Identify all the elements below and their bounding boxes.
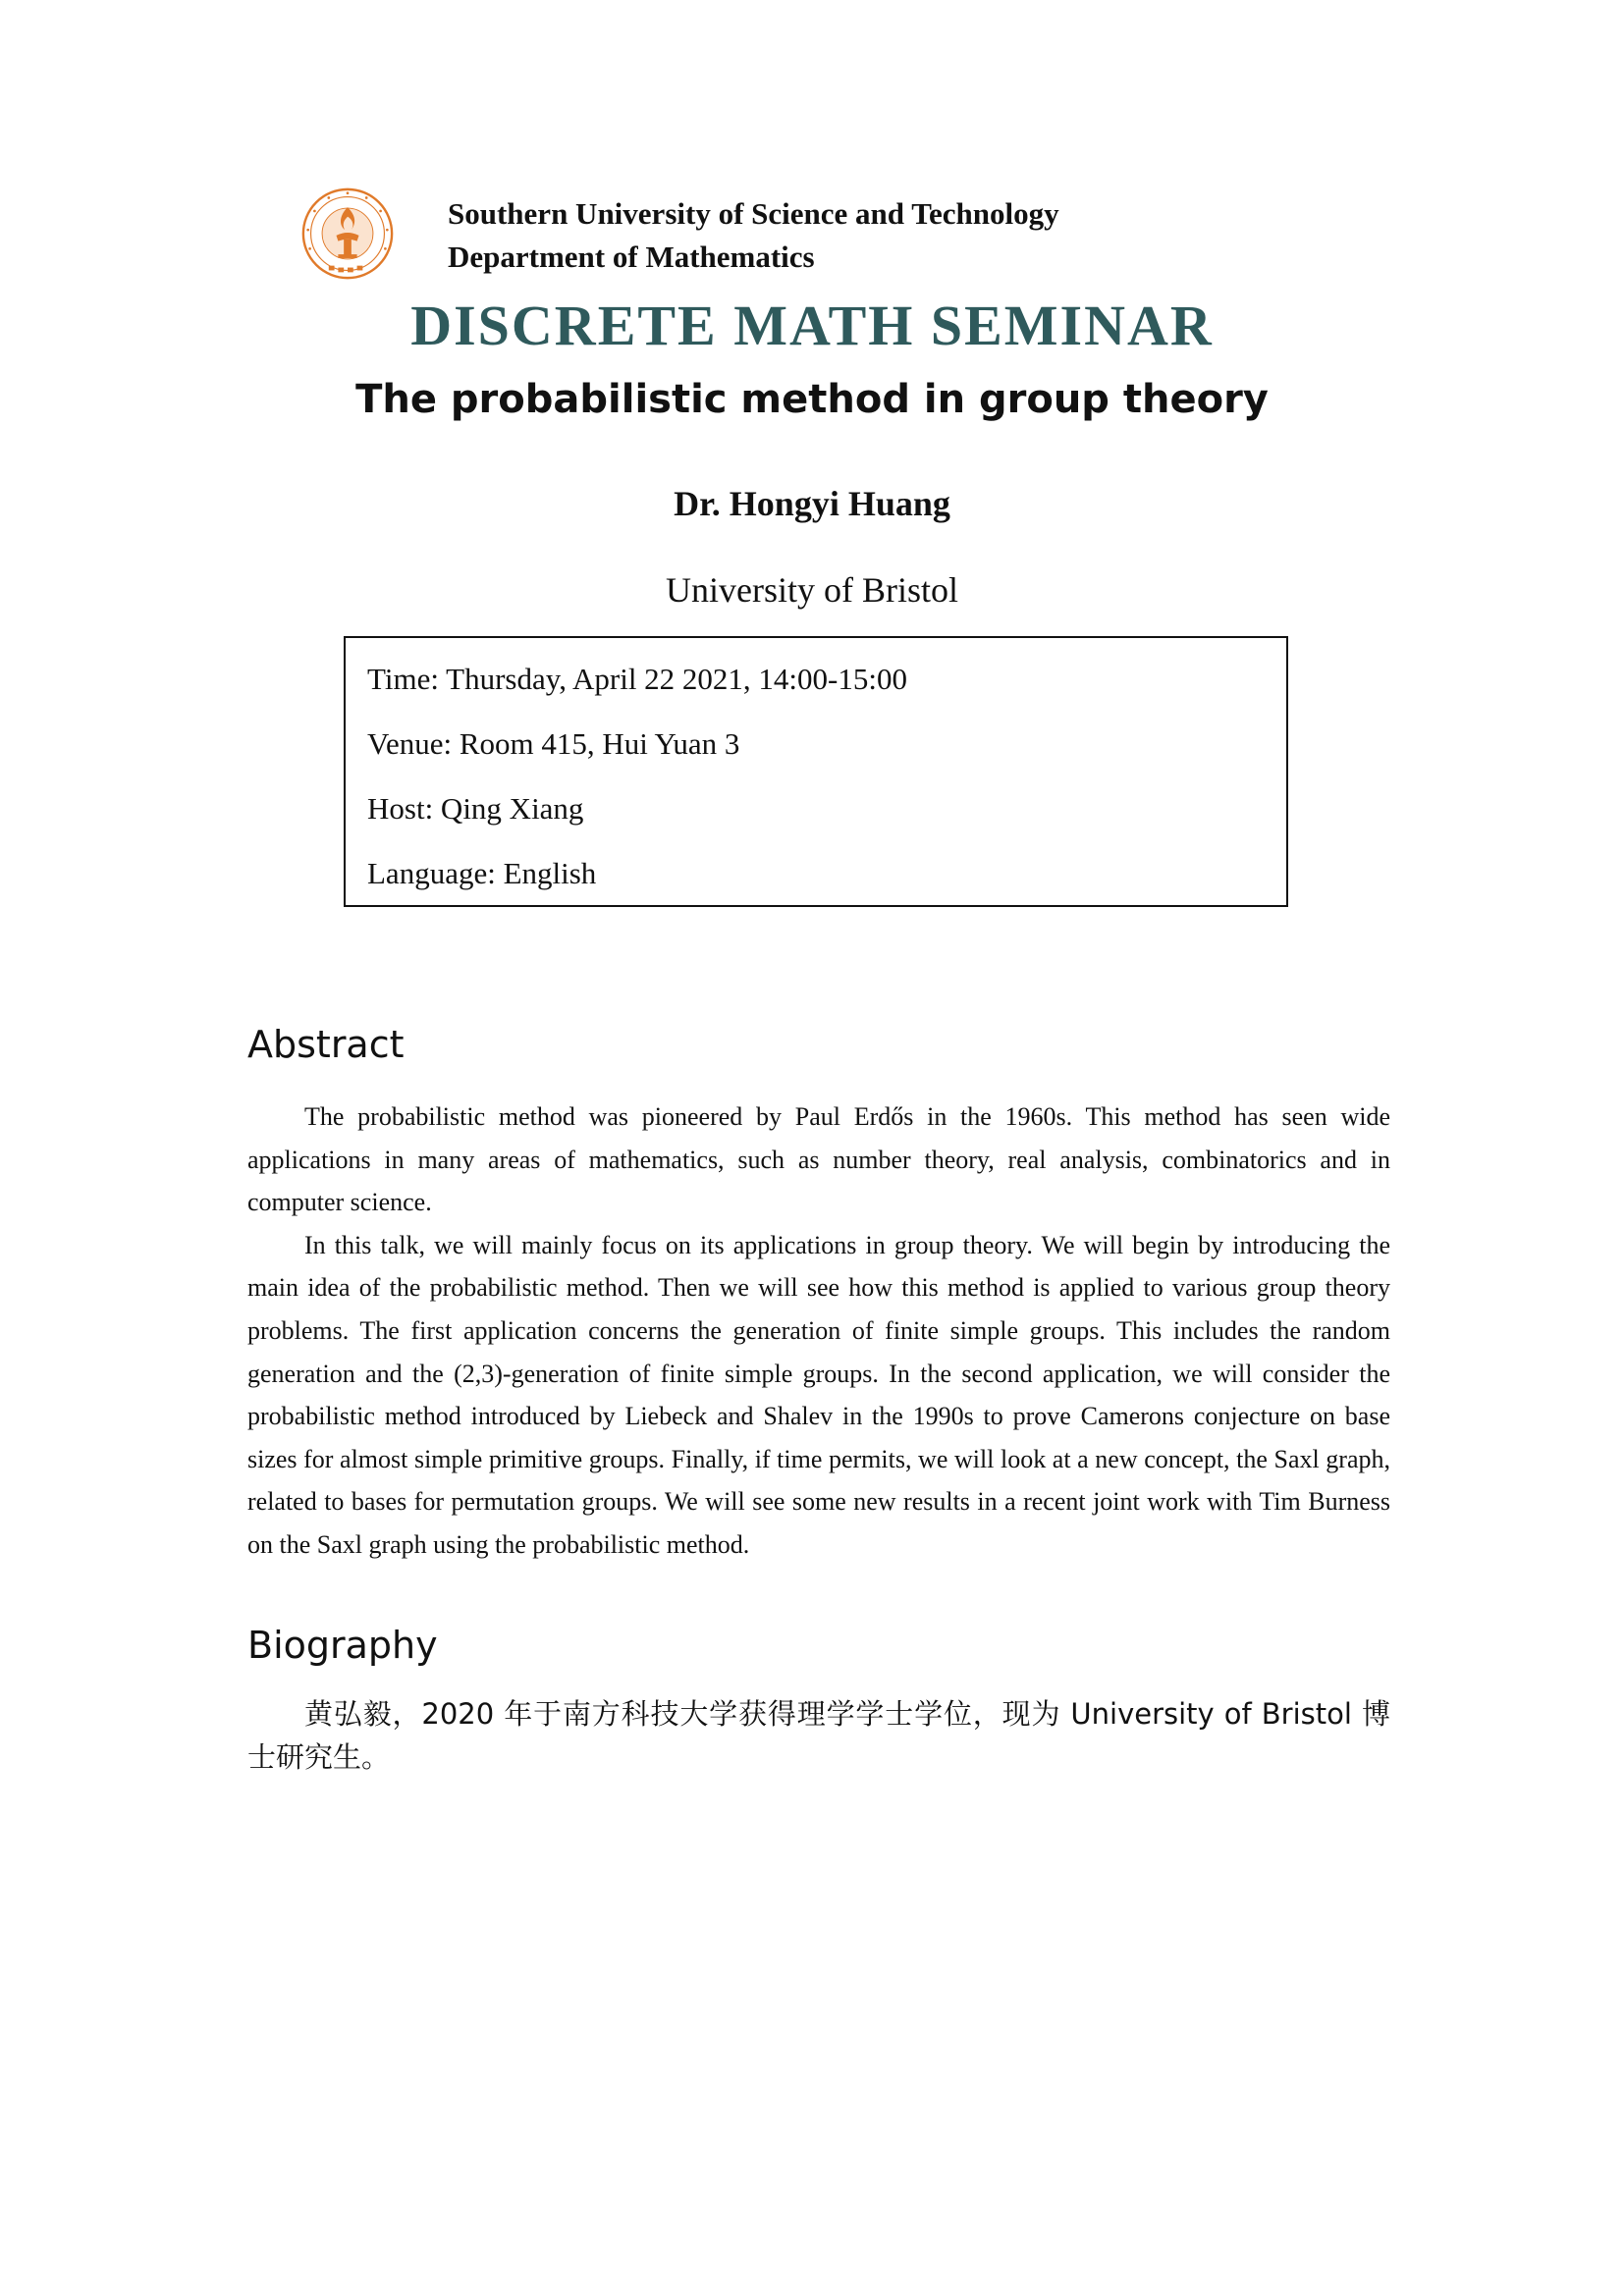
event-time: Time: Thursday, April 22 2021, 14:00-15:00 [367,662,907,696]
abstract-paragraph: The probabilistic method was pioneered by Paul Erdős in the 1960s. This method has seen wide applications in many areas of mathematics, such as number theory, real analysis, combinatorics and in computer science. [247,1102,1390,1217]
speaker-affiliation: University of Bristol [666,570,958,610]
abstract-heading: Abstract [247,1023,405,1066]
talk-title: The probabilistic method in group theory [355,377,1269,422]
biography-paragraph: 黄弘毅，2020 年于南方科技大学获得理学学士学位，现为 University of Bristol 博士研究生。 [247,1697,1390,1774]
event-details-box [344,636,1288,907]
university-name: Southern University of Science and Technology [448,196,1059,231]
seminar-name: DISCRETE MATH SEMINAR [410,294,1214,357]
department-name: Department of Mathematics [448,240,815,274]
biography-body [247,1692,1390,1779]
event-host: Host: Qing Xiang [367,791,584,826]
university-seal-icon [300,187,395,281]
abstract-paragraph: In this talk, we will mainly focus on its applications in group theory. We will begin by introducing the main idea of the probabilistic method. Then we will see how this method is applied to various group theory problems. The first application concerns the generation of finite simple groups. This includes the random generation and the (2,3)-generation of finite simple groups. In the second application, we will consider the probabilistic method introduced by Liebeck and Shalev in the 1990s to prove Camerons conjecture on base sizes for almost simple primitive groups. Finally, if time permits, we will look at a new concept, the Saxl graph, related to bases for permutation groups. We will see some new results in a recent joint work with Tim Burness on the Saxl graph using the probabilistic method. [247,1230,1390,1559]
biography-heading: Biography [247,1624,438,1667]
abstract-body [247,1095,1390,1567]
speaker-name: Dr. Hongyi Huang [674,484,950,523]
event-venue: Venue: Room 415, Hui Yuan 3 [367,726,740,761]
event-language: Language: English [367,856,597,890]
